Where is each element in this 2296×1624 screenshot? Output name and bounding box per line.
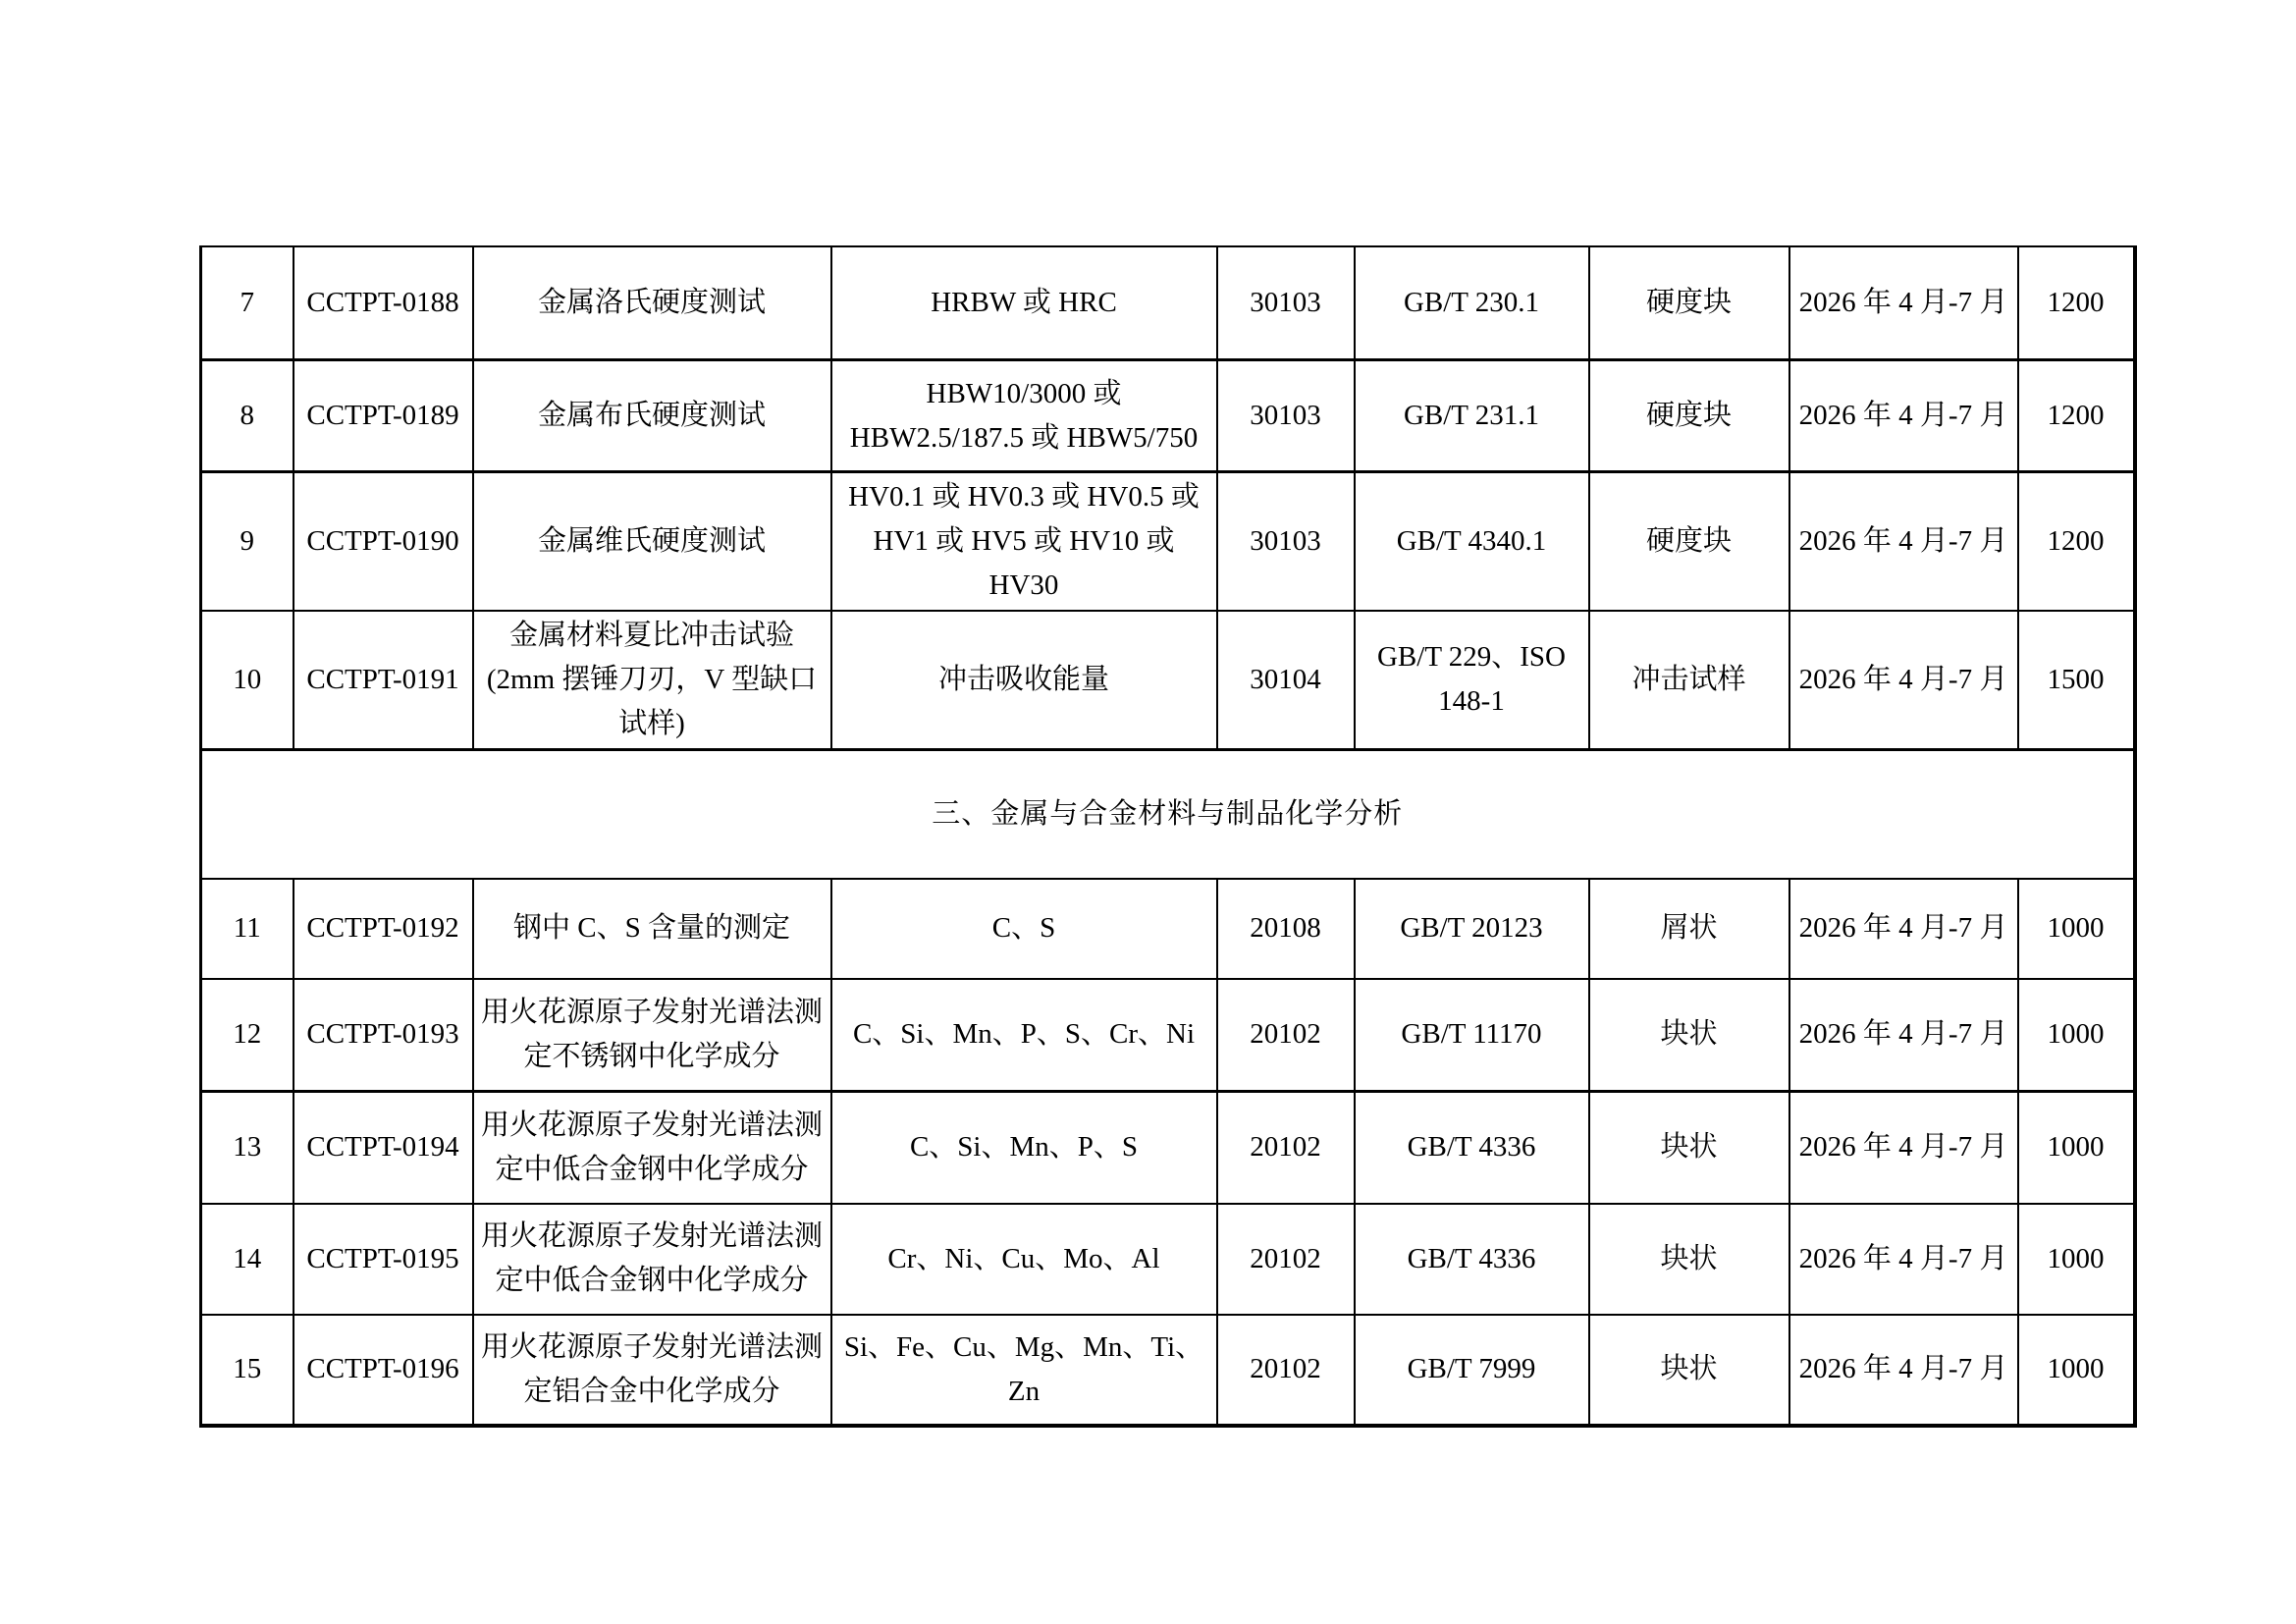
fee-cell: 1000 (2018, 1315, 2135, 1426)
field-code-cell: 20108 (1217, 879, 1355, 979)
parameters-cell: HV0.1 或 HV0.3 或 HV0.5 或 HV1 或 HV5 或 HV10 或 HV30 (831, 472, 1217, 611)
row-number-cell: 15 (201, 1315, 294, 1426)
standard-cell: GB/T 7999 (1355, 1315, 1589, 1426)
standard-cell: GB/T 11170 (1355, 979, 1589, 1092)
schedule-cell: 2026 年 4 月-7 月 (1789, 246, 2018, 360)
field-code-cell: 30103 (1217, 360, 1355, 472)
fee-cell: 1500 (2018, 611, 2135, 749)
code-cell: CCTPT-0196 (294, 1315, 473, 1426)
table-row (201, 1315, 2135, 1426)
standard-cell: GB/T 4336 (1355, 1204, 1589, 1315)
parameters-cell: Si、Fe、Cu、Mg、Mn、Ti、Zn (831, 1315, 1217, 1426)
table-row (201, 879, 2135, 979)
row-number-cell: 11 (201, 879, 294, 979)
fee-cell: 1200 (2018, 472, 2135, 611)
code-cell: CCTPT-0191 (294, 611, 473, 749)
code-cell: CCTPT-0189 (294, 360, 473, 472)
schedule-cell: 2026 年 4 月-7 月 (1789, 360, 2018, 472)
standard-cell: GB/T 230.1 (1355, 246, 1589, 360)
fee-cell: 1200 (2018, 246, 2135, 360)
code-cell: CCTPT-0188 (294, 246, 473, 360)
schedule-cell: 2026 年 4 月-7 月 (1789, 611, 2018, 749)
field-code-cell: 20102 (1217, 1204, 1355, 1315)
fee-cell: 1000 (2018, 879, 2135, 979)
field-code-cell: 30104 (1217, 611, 1355, 749)
parameters-cell: C、Si、Mn、P、S、Cr、Ni (831, 979, 1217, 1092)
table-row (201, 979, 2135, 1092)
schedule-cell: 2026 年 4 月-7 月 (1789, 472, 2018, 611)
proficiency-testing-table (199, 245, 2137, 1428)
test-name-cell: 用火花源原子发射光谱法测定铝合金中化学成分 (473, 1315, 831, 1426)
test-name-cell: 钢中 C、S 含量的测定 (473, 879, 831, 979)
code-cell: CCTPT-0194 (294, 1091, 473, 1204)
row-number-cell: 14 (201, 1204, 294, 1315)
parameters-cell: C、Si、Mn、P、S (831, 1091, 1217, 1204)
table-row (201, 1091, 2135, 1204)
schedule-cell: 2026 年 4 月-7 月 (1789, 979, 2018, 1092)
standard-cell: GB/T 4340.1 (1355, 472, 1589, 611)
section-title: 三、金属与合金材料与制品化学分析 (201, 749, 2135, 879)
field-code-cell: 30103 (1217, 246, 1355, 360)
field-code-cell: 20102 (1217, 1315, 1355, 1426)
test-name-cell: 金属材料夏比冲击试验(2mm 摆锤刀刃，V 型缺口试样) (473, 611, 831, 749)
sample-type-cell: 块状 (1589, 979, 1789, 1092)
parameters-cell: C、S (831, 879, 1217, 979)
sample-type-cell: 屑状 (1589, 879, 1789, 979)
sample-type-cell: 硬度块 (1589, 360, 1789, 472)
sample-type-cell: 硬度块 (1589, 472, 1789, 611)
parameters-cell: HBW10/3000 或 HBW2.5/187.5 或 HBW5/750 (831, 360, 1217, 472)
code-cell: CCTPT-0192 (294, 879, 473, 979)
row-number-cell: 9 (201, 472, 294, 611)
row-number-cell: 13 (201, 1091, 294, 1204)
table-row (201, 360, 2135, 472)
fee-cell: 1000 (2018, 1204, 2135, 1315)
standard-cell: GB/T 229、ISO 148-1 (1355, 611, 1589, 749)
table-row (201, 1204, 2135, 1315)
schedule-cell: 2026 年 4 月-7 月 (1789, 879, 2018, 979)
sample-type-cell: 硬度块 (1589, 246, 1789, 360)
schedule-cell: 2026 年 4 月-7 月 (1789, 1091, 2018, 1204)
test-name-cell: 用火花源原子发射光谱法测定中低合金钢中化学成分 (473, 1091, 831, 1204)
test-name-cell: 金属布氏硬度测试 (473, 360, 831, 472)
sample-type-cell: 块状 (1589, 1315, 1789, 1426)
test-name-cell: 金属洛氏硬度测试 (473, 246, 831, 360)
standard-cell: GB/T 20123 (1355, 879, 1589, 979)
sample-type-cell: 块状 (1589, 1204, 1789, 1315)
table-row (201, 246, 2135, 360)
sample-type-cell: 块状 (1589, 1091, 1789, 1204)
section-header-row (201, 749, 2135, 879)
test-name-cell: 金属维氏硬度测试 (473, 472, 831, 611)
code-cell: CCTPT-0190 (294, 472, 473, 611)
test-name-cell: 用火花源原子发射光谱法测定中低合金钢中化学成分 (473, 1204, 831, 1315)
code-cell: CCTPT-0193 (294, 979, 473, 1092)
standard-cell: GB/T 231.1 (1355, 360, 1589, 472)
table-row (201, 472, 2135, 611)
test-name-cell: 用火花源原子发射光谱法测定不锈钢中化学成分 (473, 979, 831, 1092)
field-code-cell: 20102 (1217, 979, 1355, 1092)
row-number-cell: 8 (201, 360, 294, 472)
field-code-cell: 30103 (1217, 472, 1355, 611)
row-number-cell: 10 (201, 611, 294, 749)
schedule-cell: 2026 年 4 月-7 月 (1789, 1315, 2018, 1426)
parameters-cell: Cr、Ni、Cu、Mo、Al (831, 1204, 1217, 1315)
table-row (201, 611, 2135, 749)
schedule-cell: 2026 年 4 月-7 月 (1789, 1204, 2018, 1315)
sample-type-cell: 冲击试样 (1589, 611, 1789, 749)
row-number-cell: 7 (201, 246, 294, 360)
parameters-cell: HRBW 或 HRC (831, 246, 1217, 360)
field-code-cell: 20102 (1217, 1091, 1355, 1204)
fee-cell: 1200 (2018, 360, 2135, 472)
standard-cell: GB/T 4336 (1355, 1091, 1589, 1204)
row-number-cell: 12 (201, 979, 294, 1092)
fee-cell: 1000 (2018, 979, 2135, 1092)
parameters-cell: 冲击吸收能量 (831, 611, 1217, 749)
code-cell: CCTPT-0195 (294, 1204, 473, 1315)
fee-cell: 1000 (2018, 1091, 2135, 1204)
